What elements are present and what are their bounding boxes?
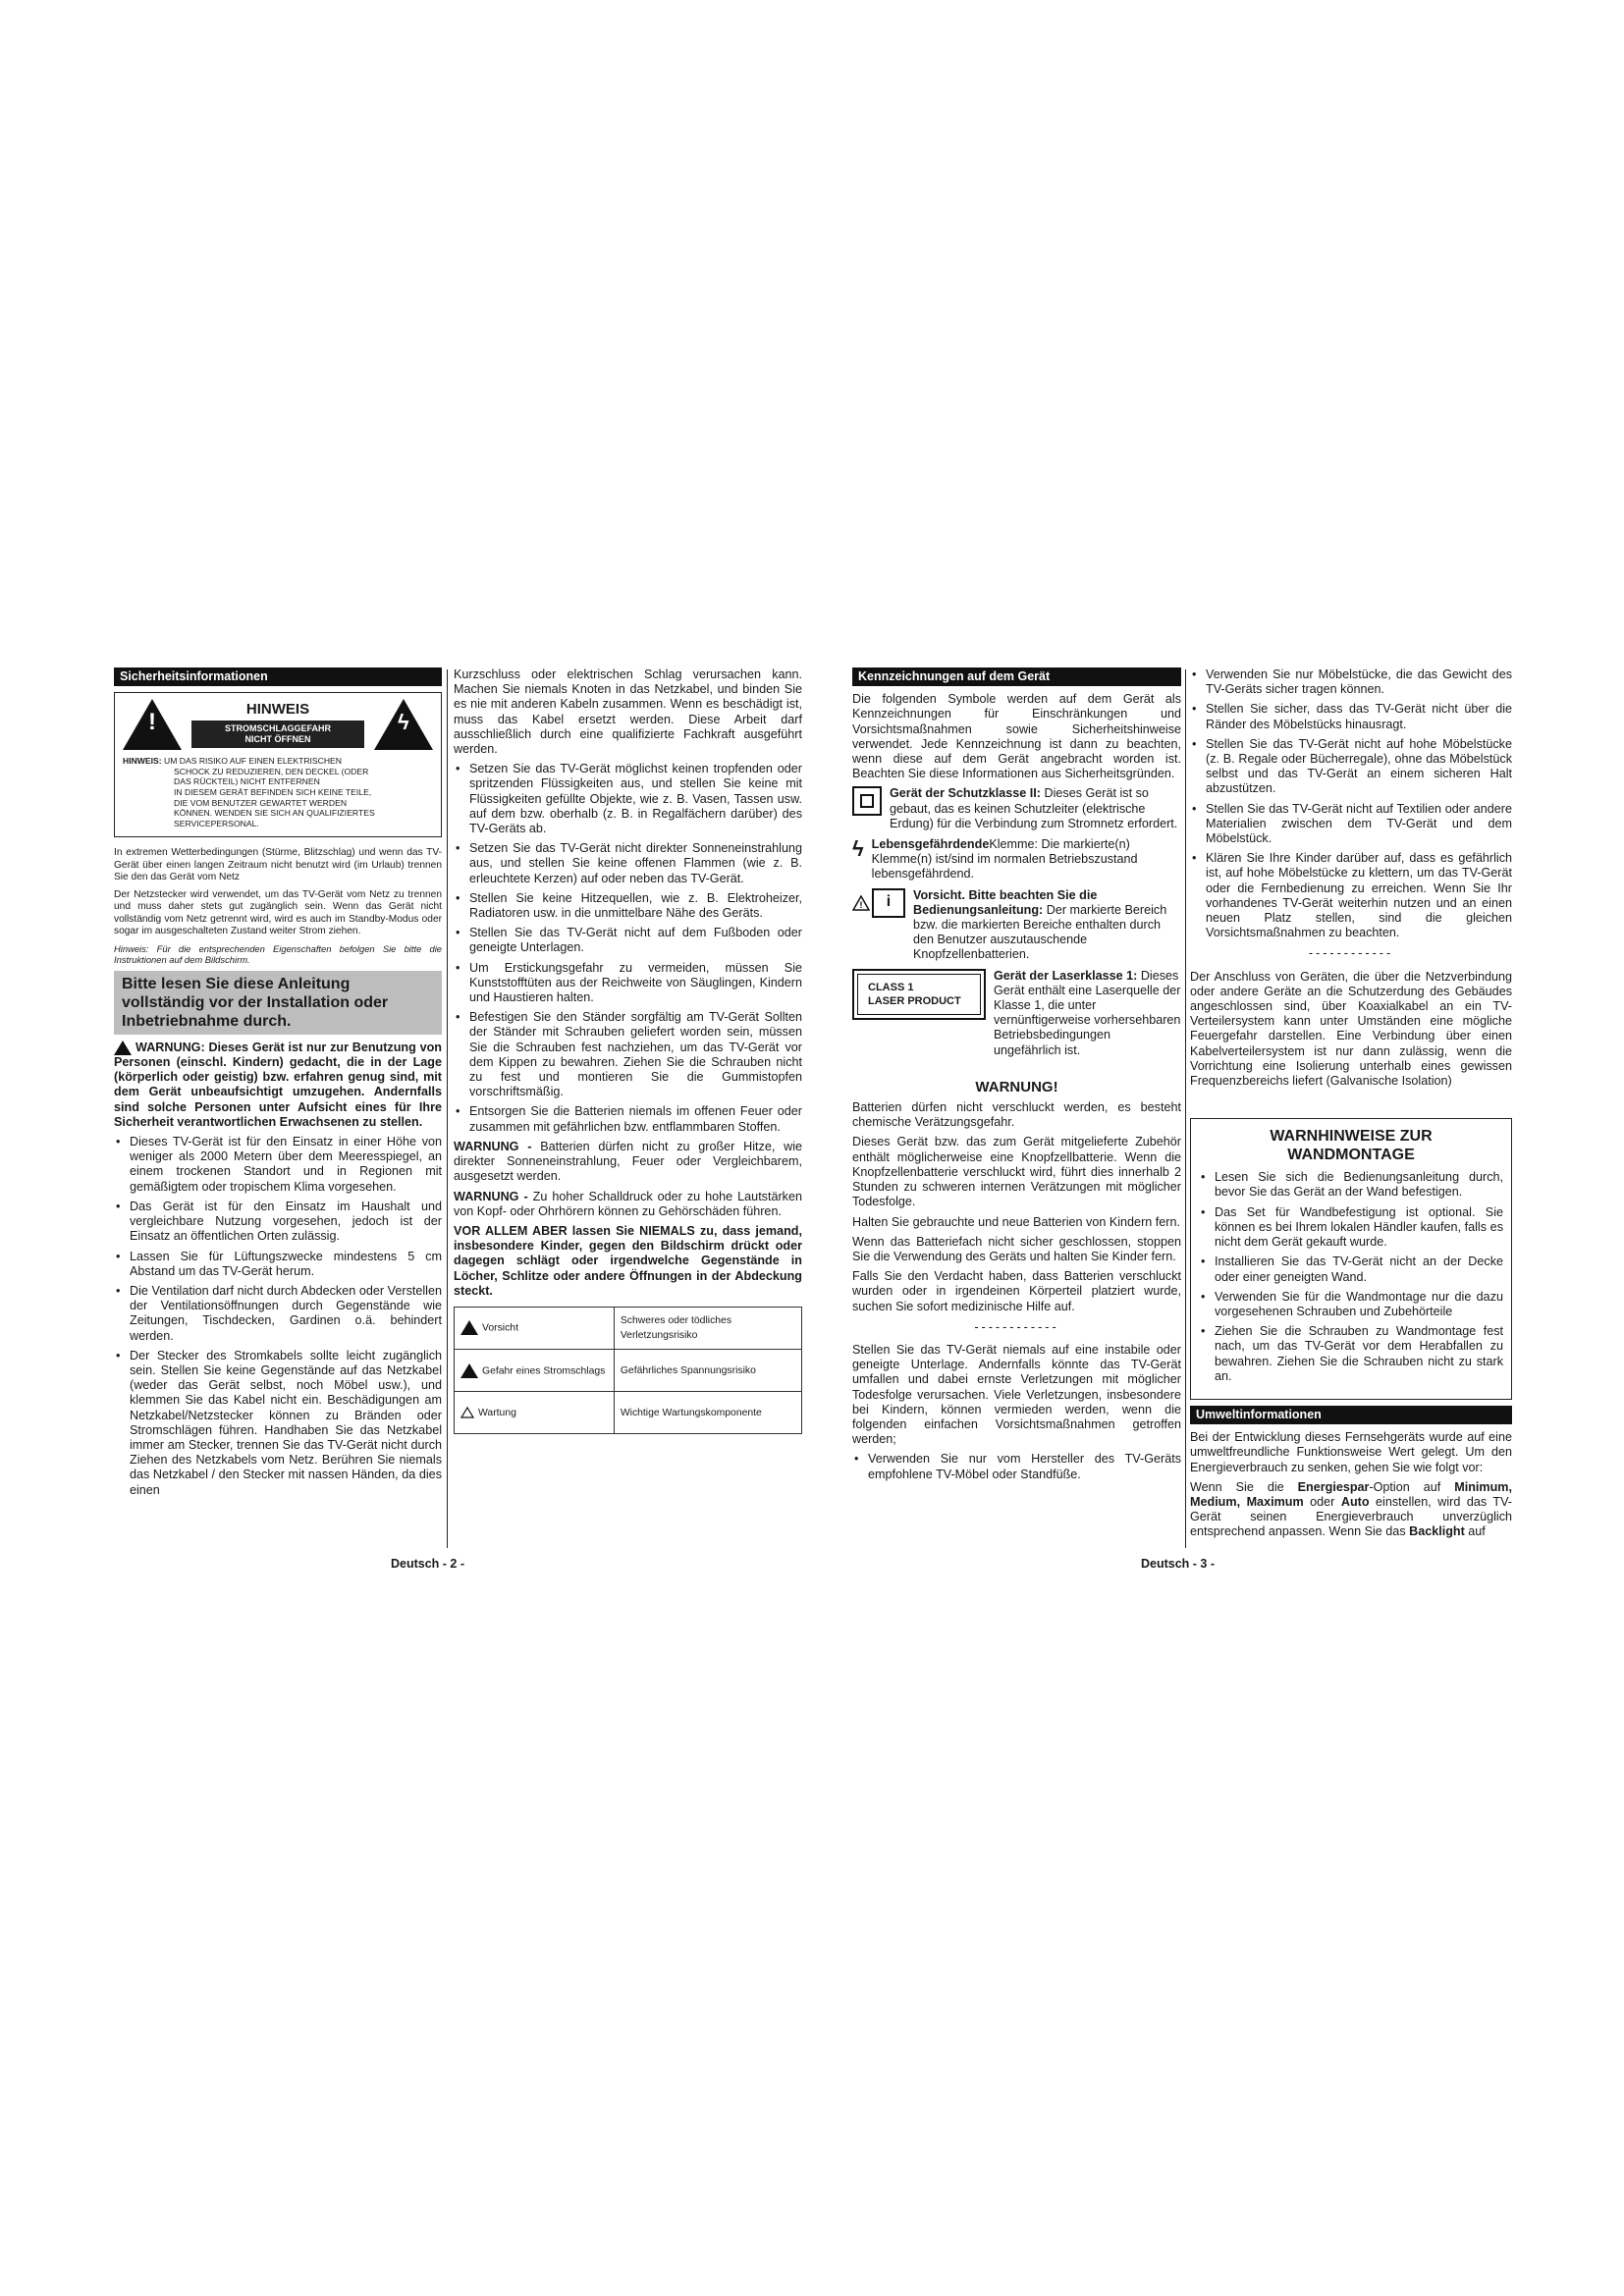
list-item: • Um Erstickungsgefahr zu vermeiden, müssen Sie Kunststofftüten aus der Reichweite von Säuglingen, Kindern und Haustieren halten. — [454, 961, 802, 1006]
list-item: • Das Set für Wandbefestigung ist optional. Sie können es bei Ihrem lokalen Händler kaufen, falls es nicht dem Gerät gekauft wurde. — [1199, 1205, 1503, 1251]
list-item: • Installieren Sie das TV-Gerät nicht an der Decke oder einer geneigten Wand. — [1199, 1255, 1503, 1284]
list-item: • Entsorgen Sie die Batterien niemals im offenen Feuer oder zusammen mit gefährlichen bzw. entflammbaren Stoffen. — [454, 1104, 802, 1134]
divider-dashes: ------------ — [974, 1319, 1059, 1334]
list-item: • Setzen Sie das TV-Gerät nicht direkter Sonneneinstrahlung aus, und stellen Sie keine offenen Flammen (wie z. B. erleuchtete Kerzen) auf oder neben das TV-Gerät. — [454, 841, 802, 886]
exclamation-warning-icon: ! — [123, 699, 182, 750]
list-item: • Stellen Sie das TV-Gerät nicht auf hohe Möbelstücke (z. B. Regale oder Bücherregale), ohne das Möbelstück selbst und das TV-Gerät an einem sicheren Halt abzustützen. — [1190, 737, 1512, 797]
list-item: • Stellen Sie sicher, dass das TV-Gerät nicht über die Ränder des Möbelstücks hinausragt. — [1190, 702, 1512, 731]
list-item: • Verwenden Sie nur vom Hersteller des TV-Geräts empfohlene TV-Möbel oder Standfüße. — [852, 1452, 1181, 1481]
symbol-legend-table — [454, 1307, 802, 1434]
paragraph-battery-3: Halten Sie gebrauchte und neue Batterien von Kindern fern. — [852, 1214, 1180, 1229]
warning-filled-icon — [460, 1320, 478, 1335]
symbol-laser: CLASS 1 LASER PRODUCT Gerät der Laserklasse 1: Dieses Gerät enthält eine Laserquelle der Klasse 1, die unter vernünftigerweise vorhersehbaren Betriebsbedingungen ungefährlich ist. — [852, 969, 1181, 1058]
list-item: • Setzen Sie das TV-Gerät möglichst keinen tropfenden oder spritzenden Flüssigkeiten aus, und stellen Sie keine mit Flüssigkeiten gefüllte Objekte, wie z. B. Vasen, Tassen usw. auf dem bzw. oberhalb (z. B. in Regalfächern darüber) des TV-Geräts ab. — [454, 762, 802, 836]
paragraph-stability: Stellen Sie das TV-Gerät niemals auf eine instabile oder geneigte Unterlage. Andernfalls könnte das TV-Gerät umfallen und dabei ernste Verletzungen mit möglicher Todesfolge verursachen. Viele Verletzungen, insbesondere bei Kindern, können vermieden werden, wenn die folgenden einfachen Vorsichtsmaßnahmen getroffen werden; — [852, 1342, 1181, 1447]
left-page-column-1 — [114, 667, 442, 1503]
left-page-column-2 — [454, 667, 802, 1440]
read-instructions-box: Bitte lesen Sie diese Anleitung vollständig vor der Installation oder Inbetriebnahme durch. — [114, 971, 442, 1035]
table-row: Wartung Wichtige Wartungskomponente — [455, 1392, 802, 1434]
column-divider — [1185, 669, 1186, 1548]
warning-vor-allem: VOR ALLEM ABER lassen Sie NIEMALS zu, dass jemand, insbesondere Kinder, gegen den Bildschirm drückt oder dagegen schlägt oder irgendwelche Gegenstände in Löcher, Schlitze oder andere Öffnungen in der Abdeckung steckt. — [454, 1223, 802, 1298]
bullet-list-col1 — [114, 1135, 442, 1498]
warning-sound: WARNUNG - Zu hoher Schalldruck oder zu hohe Lautstärken von Kopf- oder Ohrhörern können zu Gehörschäden führen. — [454, 1189, 802, 1218]
symbol-class2: Gerät der Schutzklasse II: Dieses Gerät ist so gebaut, das es keinen Schutzleiter (elektrische Erdung) für die Verbindung zum Stromnetz erfordert. — [852, 786, 1181, 831]
laser-class-label: CLASS 1 LASER PRODUCT — [852, 969, 986, 1020]
list-item: • Das Gerät ist für den Einsatz im Haushalt und vergleichbare Nutzung vorgesehen, jedoch ist der Einsatz an öffentlichen Orten zulässig. — [114, 1200, 442, 1245]
wall-mount-warning-box — [1190, 1118, 1512, 1400]
list-item: • Lassen Sie für Lüftungszwecke mindestens 5 cm Abstand um das TV-Gerät herum. — [114, 1250, 442, 1279]
warning-outline-icon — [852, 895, 870, 911]
right-page-column-3 — [852, 667, 1181, 1487]
table-row: Gefahr eines Stromschlags Gefährliches Spannungsrisiko — [455, 1350, 802, 1392]
hinweis-text: HINWEIS: UM DAS RISIKO AUF EINEN ELEKTRISCHEN SCHOCK ZU REDUZIEREN, DEN DECKEL (ODER DAS RÜCKTEIL) NICHT ENTFERNEN IN DIESEM GERÄT BEFINDEN SICH KEINE TEILE, DIE VOM BENUTZER GEWARTET WERDEN KÖNNEN. WENDEN SIE SICH AN QUALIFIZIERTES SERVICEPERSONAL. — [123, 756, 375, 828]
list-item: • Klären Sie Ihre Kinder darüber auf, dass es gefährlich ist, auf hohe Möbelstücke zu klettern, um das TV-Gerät oder die Fernbedienung zu erreichen. Wenn Sie Ihr vorhandenes TV-Gerät weiterhin nutzen und an einen neuen Platz stellen, sind die gleichen Vorsichtsmaßnahmen zu beachten. — [1190, 851, 1512, 940]
list-item: • Dieses TV-Gerät ist für den Einsatz in einer Höhe von weniger als 2000 Metern über dem Meeresspiegel, an einem trockenen Standort und in Regionen mit gemäßigtem oder tropischem Klima vorgesehen. — [114, 1135, 442, 1195]
list-item: • Die Ventilation darf nicht durch Abdecken oder Verstellen der Ventilationsöffnungen durch Gegenstände wie Zeitungen, Tischdecken, Gardinen o.ä. behindert werden. — [114, 1284, 442, 1344]
paragraph-plug: Der Netzstecker wird verwendet, um das TV-Gerät vom Netz zu trennen und muss daher stets gut zugänglich sein. Wenn das Gerät nicht vollständig vom Netz getrennt wird, wird es auch im Standby-Modus oder sogar im ausgeschalteten Zustand weiter Strom ziehen. — [114, 888, 442, 937]
wall-mount-title: WARNHINWEISE ZUR WANDMONTAGE — [1270, 1128, 1433, 1164]
right-page-column-4 — [1190, 667, 1512, 1545]
list-item: • Ziehen Sie die Schrauben zu Wandmontage fest nach, um das TV-Gerät vor dem Herabfallen zu bewahren. Ziehen Sie die Schrauben nicht zu stark an. — [1199, 1324, 1503, 1384]
double-square-icon — [852, 786, 882, 816]
warning-filled-icon — [114, 1041, 132, 1055]
paragraph-environment-1: Bei der Entwicklung dieses Fernsehgeräts wurde auf eine umweltfreundliche Funktionsweise Wert gelegt. Um den Energieverbrauch zu senken, gehen Sie wie folgt vor: — [1190, 1430, 1512, 1474]
warning-heading: WARNUNG! — [975, 1078, 1058, 1095]
list-item: • Stellen Sie das TV-Gerät nicht auf Textilien oder andere Materialien zwischen dem TV-Gerät und dem Möbelstück. — [1190, 802, 1512, 847]
page-footer-left: Deutsch - 2 - — [391, 1557, 465, 1571]
list-item: • Befestigen Sie den Ständer sorgfältig am TV-Gerät Sollten der Ständer mit Schrauben geliefert worden sein, müssen Sie die Schrauben fest nachziehen, um das TV-Gerät vor dem Kippen zu bewahren. Ziehen Sie die Schrauben nicht zu fest und montieren Sie die Gummistopfen vorschriftsmäßig. — [454, 1010, 802, 1099]
symbol-caution-manual: ! i Vorsicht. Bitte beachten Sie die Bedienungsanleitung: Der markierte Bereich bzw. die markierten Bereiche enthalten durch den Benutzer auszutauschende Knopfzellenbatterien. — [852, 888, 1181, 963]
paragraph-weather: In extremen Wetterbedingungen (Stürme, Blitzschlag) und wenn das TV-Gerät über einen langen Zeitraum nicht benutzt wird (im Urlaub) trennen Sie den das Gerät vom Netz — [114, 847, 442, 883]
paragraph-environment-2: Wenn Sie die Energiespar-Option auf Minimum, Medium, Maximum oder Auto einstellen, wird das TV-Gerät seinen Energieverbrauch unverzüglich entsprechend anpassen. Wenn Sie das Backlight auf — [1190, 1479, 1512, 1539]
warning-outline-icon — [460, 1407, 474, 1418]
lightning-icon: ϟ — [852, 836, 864, 862]
hinweis-subtitle: STROMSCHLAGGEFAHR NICHT ÖFFNEN — [191, 721, 364, 748]
warning-children: WARNUNG: Dieses Gerät ist nur zur Benutzung von Personen (einschl. Kindern) gedacht, die in der Lage (körperlich oder geistig) bzw. erfahren genug sind, mit dem Gerät unbeaufsichtigt umzugehen. Andernfalls sind solche Personen unter Aufsicht eines für Ihre Sicherheit verantwortlichen Erwachsenen zu stellen. — [114, 1040, 442, 1129]
symbol-live-terminal: ϟ LebensgefährdendeKlemme: Die markierte(n) Klemme(n) ist/sind im normalen Betriebszustand lebensgefährdend. — [852, 836, 1138, 881]
lightning-warning-icon: ϟ — [374, 699, 433, 750]
paragraph-battery-1: Batterien dürfen nicht verschluckt werden, es besteht chemische Verätzungsgefahr. — [852, 1100, 1181, 1130]
list-item: • Verwenden Sie für die Wandmontage nur die dazu vorgesehenen Schrauben und Zubehörteile — [1199, 1290, 1503, 1319]
section-title-safety: Sicherheitsinformationen — [114, 667, 442, 686]
page-footer-right: Deutsch - 3 - — [1141, 1557, 1216, 1571]
manual-info-icon: i — [872, 888, 905, 918]
electric-warning-icon — [460, 1363, 478, 1378]
paragraph-battery-2: Dieses Gerät bzw. das zum Gerät mitgelieferte Zubehör enthält möglicherweise eine Knopfzellbatterie. Wenn die Knopfzellenbatterie verschluckt wird, führt dies innerhalb 2 Stunden zu schweren internen Verätzungen mit möglicher Todesfolge. — [852, 1135, 1181, 1209]
warning-batteries: WARNUNG - Batterien dürfen nicht zu großer Hitze, wie direkter Sonneneinstrahlung, Feuer oder Vergleichbarem, ausgesetzt werden. — [454, 1139, 803, 1184]
paragraph-battery-5: Falls Sie den Verdacht haben, dass Batterien verschluckt wurden oder in irgendeinen Körperteil platziert wurde, suchen Sie sofort medizinische Hilfe auf. — [852, 1269, 1181, 1313]
list-item: • Lesen Sie sich die Bedienungsanleitung durch, bevor Sie das Gerät an der Wand befestigen. — [1199, 1170, 1503, 1200]
paragraph-coax: Der Anschluss von Geräten, die über die Netzverbindung oder andere Geräte an die Schutzerdung des Gebäudes angeschlossen sind, über Koaxialkabel an ein TV-Verteilersystem kann unter Umständen eine mögliche Feuergefahr darstellen. Eine Verbindung über einen Kabelverteilersystem ist nur dann zulässig, wenn die Vorrichtung eine Isolierung unterhalb eines gewissen Frequenzbereichs liefert (Galvanische Isolation) — [1190, 969, 1512, 1089]
paragraph-hinweis: Hinweis: Für die entsprechenden Eigenschaften befolgen Sie bitte die Instruktionen auf dem Bildschirm. — [114, 942, 442, 965]
hinweis-title: HINWEIS — [245, 700, 310, 718]
list-item: • Stellen Sie das TV-Gerät nicht auf dem Fußboden oder geneigte Unterlagen. — [454, 926, 802, 955]
hinweis-box — [114, 692, 442, 837]
list-item: • Stellen Sie keine Hitzequellen, wie z. B. Elektroheizer, Radiatoren usw. in die unmittelbare Nähe des Geräts. — [454, 891, 802, 921]
section-title-markings: Kennzeichnungen auf dem Gerät — [852, 667, 1181, 686]
section-title-environment: Umweltinformationen — [1190, 1406, 1512, 1424]
table-row: Vorsicht Schweres oder tödliches Verletzungsrisiko — [455, 1307, 802, 1349]
bullet-list-col2 — [454, 762, 802, 1135]
paragraph-continued: Kurzschluss oder elektrischen Schlag verursachen kann. Machen Sie niemals Knoten in das Netzkabel, und binden Sie es nie mit anderen Kabeln zusammen. Wenn es beschädigt ist, muss das Kabel ersetzt werden. Diese Arbeit darf ausschließlich durch eine qualifizierte Fachkraft ausgeführt werden. — [454, 667, 802, 757]
column-divider — [447, 669, 448, 1548]
bullet-list-col4 — [1190, 667, 1512, 940]
divider-dashes: ------------ — [1308, 946, 1394, 961]
paragraph-battery-4: Wenn das Batteriefach nicht sicher geschlossen, stoppen Sie die Verwendung des Geräts und halten Sie Kinder fern. — [852, 1234, 1181, 1263]
list-item: • Verwenden Sie nur Möbelstücke, die das Gewicht des TV-Geräts sicher tragen können. — [1190, 667, 1512, 697]
paragraph-intro: Die folgenden Symbole werden auf dem Gerät als Kennzeichnungen für Einschränkungen und Vorsichtsmaßnahmen sowie Sicherheitshinweise verwendet. Jede Kennzeichnung ist dann zu beachten, wenn diese auf dem Gerät angebracht worden ist. Beachten Sie diese Informationen aus Sicherheitsgründen. — [852, 692, 1181, 781]
list-item: • Der Stecker des Stromkabels sollte leicht zugänglich sein. Stellen Sie keine Gegenstände auf das Netzkabel (weder das Gerät selbst, noch Möbel usw.), und klemmen Sie das Kabel nicht ein. Beschädigungen am Netzkabel/Netzstecker können zu Bränden oder Stromschlägen führen. Handhaben Sie das Netzkabel immer am Stecker, trennen Sie das TV-Gerät nicht durch Ziehen des Netzkabels vom Netz. Berühren Sie niemals das Netzkabel / den Stecker mit nassen Händen, da dies einen — [114, 1349, 442, 1498]
svg-text:!: ! — [859, 899, 863, 910]
